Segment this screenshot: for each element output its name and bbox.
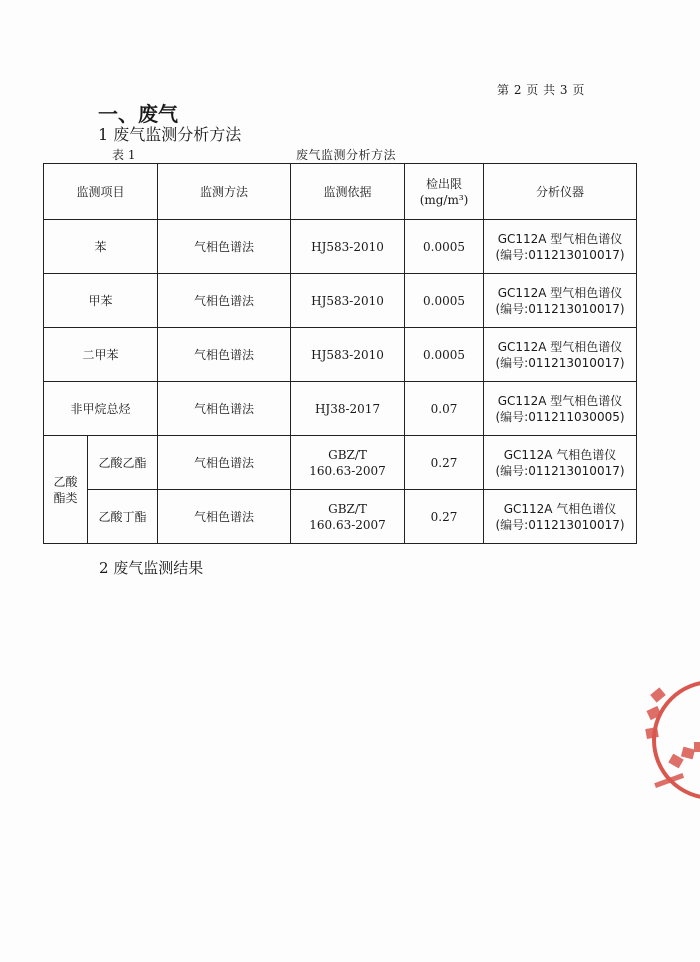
section-title: 一、废气: [98, 102, 178, 126]
row-method: 气相色谱法: [158, 328, 291, 382]
table-row: [44, 436, 637, 490]
instrument-number: (编号:011211030005): [495, 409, 625, 424]
instrument-number: (编号:011213010017): [495, 517, 625, 532]
basis-line: GBZ/T: [328, 501, 367, 516]
header-basis: 监测依据: [291, 164, 405, 220]
row-instrument: [484, 490, 637, 544]
row-limit: 0.0005: [405, 220, 484, 274]
basis-line: 160.63-2007: [309, 463, 386, 478]
subsection-title: 1 废气监测分析方法: [98, 125, 242, 144]
instrument-model: GC112A 型气相色谱仪: [497, 285, 623, 300]
table-row: [44, 274, 637, 328]
header-limit: [405, 164, 484, 220]
table-header-row: [44, 164, 637, 220]
seal-lettering-marks: [645, 687, 700, 788]
row-item: 非甲烷总烃: [44, 382, 158, 436]
row-method: 气相色谱法: [158, 382, 291, 436]
row-item: 甲苯: [44, 274, 158, 328]
instrument-model: GC112A 气相色谱仪: [503, 501, 617, 516]
row-basis: HJ38-2017: [291, 382, 405, 436]
row-method: 气相色谱法: [158, 490, 291, 544]
table-label: 表 1: [112, 148, 136, 162]
header-limit-unit: (mg/m³): [419, 192, 469, 207]
row-limit: 0.0005: [405, 328, 484, 382]
instrument-number: (编号:011213010017): [495, 463, 625, 478]
table-row: [44, 220, 637, 274]
monitoring-methods-table: [43, 163, 637, 544]
row-instrument: [484, 274, 637, 328]
row-method: 气相色谱法: [158, 220, 291, 274]
row-basis: HJ583-2010: [291, 274, 405, 328]
header-item: 监测项目: [44, 164, 158, 220]
group-label-text: 乙酸酯类: [53, 474, 78, 505]
row-basis: [291, 436, 405, 490]
instrument-number: (编号:011213010017): [495, 301, 625, 316]
row-limit: 0.07: [405, 382, 484, 436]
row-instrument: [484, 436, 637, 490]
row-method: 气相色谱法: [158, 274, 291, 328]
header-limit-label: 检出限: [426, 176, 463, 191]
header-method: 监测方法: [158, 164, 291, 220]
row-instrument: [484, 382, 637, 436]
row-item: 乙酸乙酯: [88, 436, 158, 490]
row-basis: HJ583-2010: [291, 220, 405, 274]
instrument-number: (编号:011213010017): [495, 247, 625, 262]
seal-ring: [654, 682, 700, 798]
instrument-number: (编号:011213010017): [495, 355, 625, 370]
row-instrument: [484, 328, 637, 382]
instrument-model: GC112A 型气相色谱仪: [497, 339, 623, 354]
row-limit: 0.27: [405, 436, 484, 490]
table-row: [44, 382, 637, 436]
results-subsection-title: 2 废气监测结果: [99, 559, 204, 577]
instrument-model: GC112A 型气相色谱仪: [497, 393, 623, 408]
group-label: [44, 436, 88, 544]
instrument-model: GC112A 型气相色谱仪: [497, 231, 623, 246]
row-item: 二甲苯: [44, 328, 158, 382]
row-item: 乙酸丁酯: [88, 490, 158, 544]
table-caption: 废气监测分析方法: [296, 148, 397, 162]
page-number: 第 2 页 共 3 页: [497, 83, 585, 97]
header-instrument: 分析仪器: [484, 164, 637, 220]
basis-line: GBZ/T: [328, 447, 367, 462]
row-basis: HJ583-2010: [291, 328, 405, 382]
row-method: 气相色谱法: [158, 436, 291, 490]
row-instrument: [484, 220, 637, 274]
row-limit: 0.27: [405, 490, 484, 544]
company-seal-stamp: [640, 678, 700, 808]
instrument-model: GC112A 气相色谱仪: [503, 447, 617, 462]
row-basis: [291, 490, 405, 544]
row-limit: 0.0005: [405, 274, 484, 328]
row-item: 苯: [44, 220, 158, 274]
table-row: [44, 490, 637, 544]
basis-line: 160.63-2007: [309, 517, 386, 532]
table-row: [44, 328, 637, 382]
